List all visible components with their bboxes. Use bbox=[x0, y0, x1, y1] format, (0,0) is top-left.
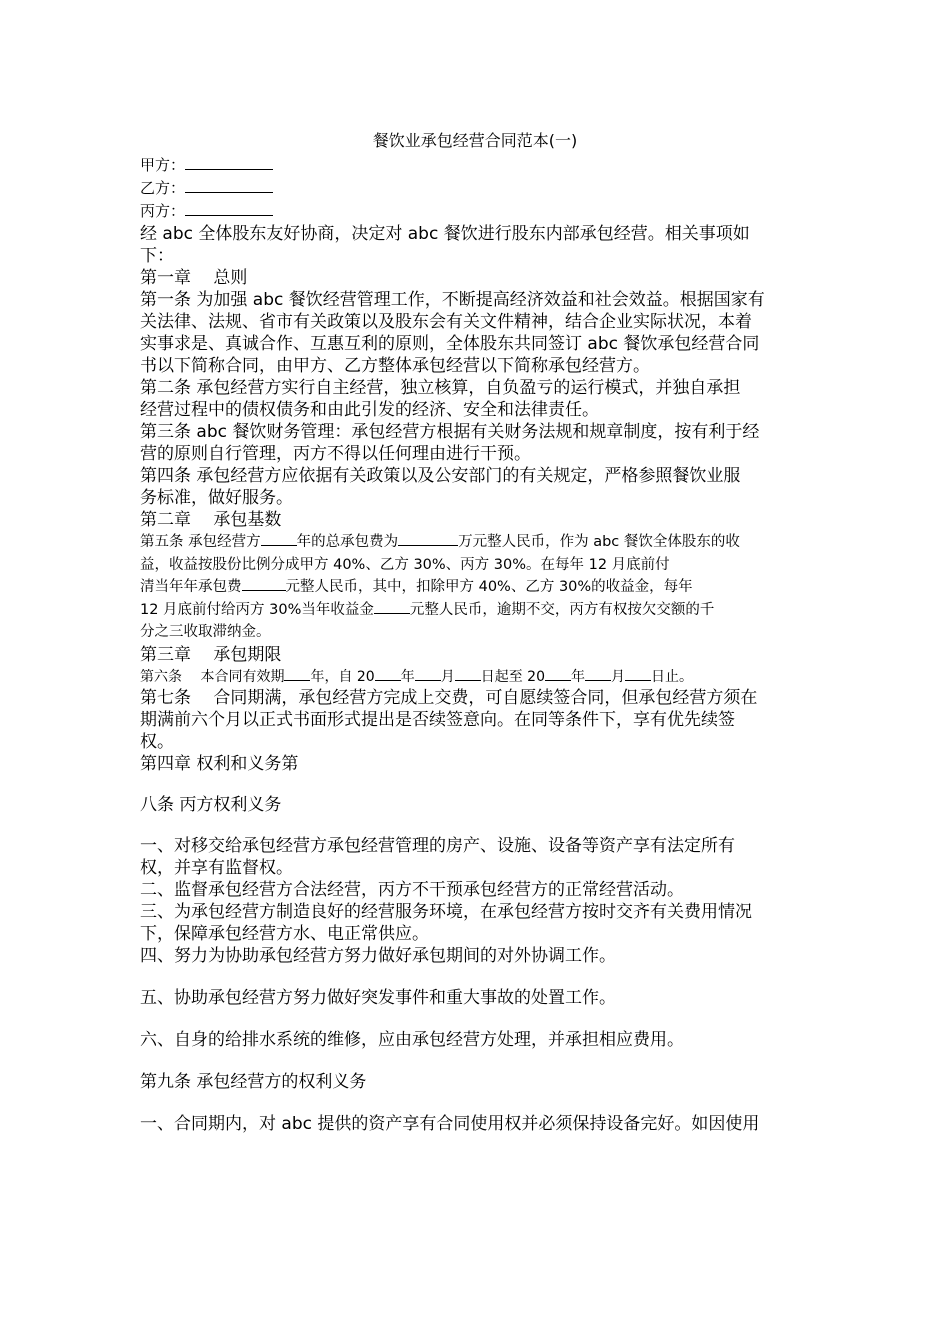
party-bing: 丙方： bbox=[140, 200, 815, 223]
article-line: 益，收益按股份比例分成甲方 40%、乙方 30%、丙方 30%。在每年 12 月底前付 bbox=[140, 556, 670, 573]
article-line: 期满前六个月以正式书面形式提出是否续签意向。在同等条件下，享有优先续签 bbox=[140, 709, 735, 730]
list-item: 四、努力为协助承包经营方努力做好承包期间的对外协调工作。 bbox=[140, 945, 616, 966]
article-line: 第一条 为加强 abc 餐饮经营管理工作，不断提高经济效益和社会效益。根据国家有 bbox=[140, 290, 765, 310]
article-heading: 第九条 承包经营方的权利义务 bbox=[140, 1071, 367, 1092]
list-item: 一、合同期内，对 abc 提供的资产享有合同使用权并必须保持设备完好。如因使用 bbox=[140, 1113, 760, 1134]
chapter-heading: 第一章 总则 bbox=[140, 268, 248, 288]
article-line: 务标准，做好服务。 bbox=[140, 488, 293, 508]
list-item: 下，保障承包经营方水、电正常供应。 bbox=[140, 923, 429, 944]
party-jia: 甲方： bbox=[140, 154, 815, 177]
chapter-heading: 第二章 承包基数 bbox=[140, 510, 282, 530]
article-line: 分之三收取滞纳金。 bbox=[140, 624, 271, 640]
article-line: 12 月底前付给丙方 30%当年收益金 元整人民币，逾期不交，丙方有权按欠交额的千 bbox=[140, 599, 815, 622]
list-item: 六、自身的给排水系统的维修，应由承包经营方处理，并承担相应费用。 bbox=[140, 1029, 684, 1050]
article-line: 营的原则自行管理，丙方不得以任何理由进行干预。 bbox=[140, 444, 531, 464]
article-line: 实事求是、真诚合作、互惠互利的原则，全体股东共同签订 abc 餐饮承包经营合同 bbox=[140, 334, 760, 354]
chapter-heading: 第三章 承包期限 bbox=[140, 644, 282, 665]
article-line: 权。 bbox=[140, 731, 174, 752]
article-line: 清当年年承包费 元整人民币，其中，扣除甲方 40%、乙方 30%的收益金，每年 bbox=[140, 576, 815, 599]
list-item: 权，并享有监督权。 bbox=[140, 857, 293, 878]
intro-line: 经 abc 全体股东友好协商，决定对 abc 餐饮进行股东内部承包经营。相关事项如 bbox=[140, 224, 750, 244]
list-item: 三、为承包经营方制造良好的经营服务环境，在承包经营方按时交齐有关费用情况 bbox=[140, 901, 752, 922]
chapter-heading: 第四章 权利和义务第 bbox=[140, 753, 299, 774]
article-line: 经营过程中的债权债务和由此引发的经济、安全和法律责任。 bbox=[140, 400, 599, 420]
article-line: 第二条 承包经营方实行自主经营，独立核算，自负盈亏的运行模式，并独自承担 bbox=[140, 378, 741, 398]
article-line: 第三条 abc 餐饮财务管理：承包经营方根据有关财务法规和规章制度，按有利于经 bbox=[140, 422, 760, 442]
document-body bbox=[140, 154, 815, 1135]
list-item: 一、对移交给承包经营方承包经营管理的房产、设施、设备等资产享有法定所有 bbox=[140, 835, 735, 856]
article-line: 第七条 合同期满，承包经营方完成上交费，可自愿续签合同，但承包经营方须在 bbox=[140, 687, 758, 708]
party-yi: 乙方： bbox=[140, 177, 815, 200]
list-item: 二、监督承包经营方合法经营，丙方不干预承包经营方的正常经营活动。 bbox=[140, 879, 684, 900]
list-item: 五、协助承包经营方努力做好突发事件和重大事故的处置工作。 bbox=[140, 987, 616, 1008]
article-line: 书以下简称合同，由甲方、乙方整体承包经营以下简称承包经营方。 bbox=[140, 356, 650, 376]
intro-line: 下： bbox=[140, 246, 174, 266]
document-title: 餐饮业承包经营合同范本(一) bbox=[372, 131, 578, 150]
article-heading: 八条 丙方权利义务 bbox=[140, 794, 282, 815]
article-line: 第六条 本合同有效期 年，自 20 年 月 日起至 20 年 月 日止。 bbox=[140, 666, 815, 687]
article-line: 关法律、法规、省市有关政策以及股东会有关文件精神，结合企业实际状况，本着 bbox=[140, 312, 752, 332]
article-line: 第四条 承包经营方应依据有关政策以及公安部门的有关规定，严格参照餐饮业服 bbox=[140, 466, 741, 486]
article-line: 第五条 承包经营方 年的总承包费为 万元整人民币，作为 abc 餐饮全体股东的收 bbox=[140, 531, 815, 554]
